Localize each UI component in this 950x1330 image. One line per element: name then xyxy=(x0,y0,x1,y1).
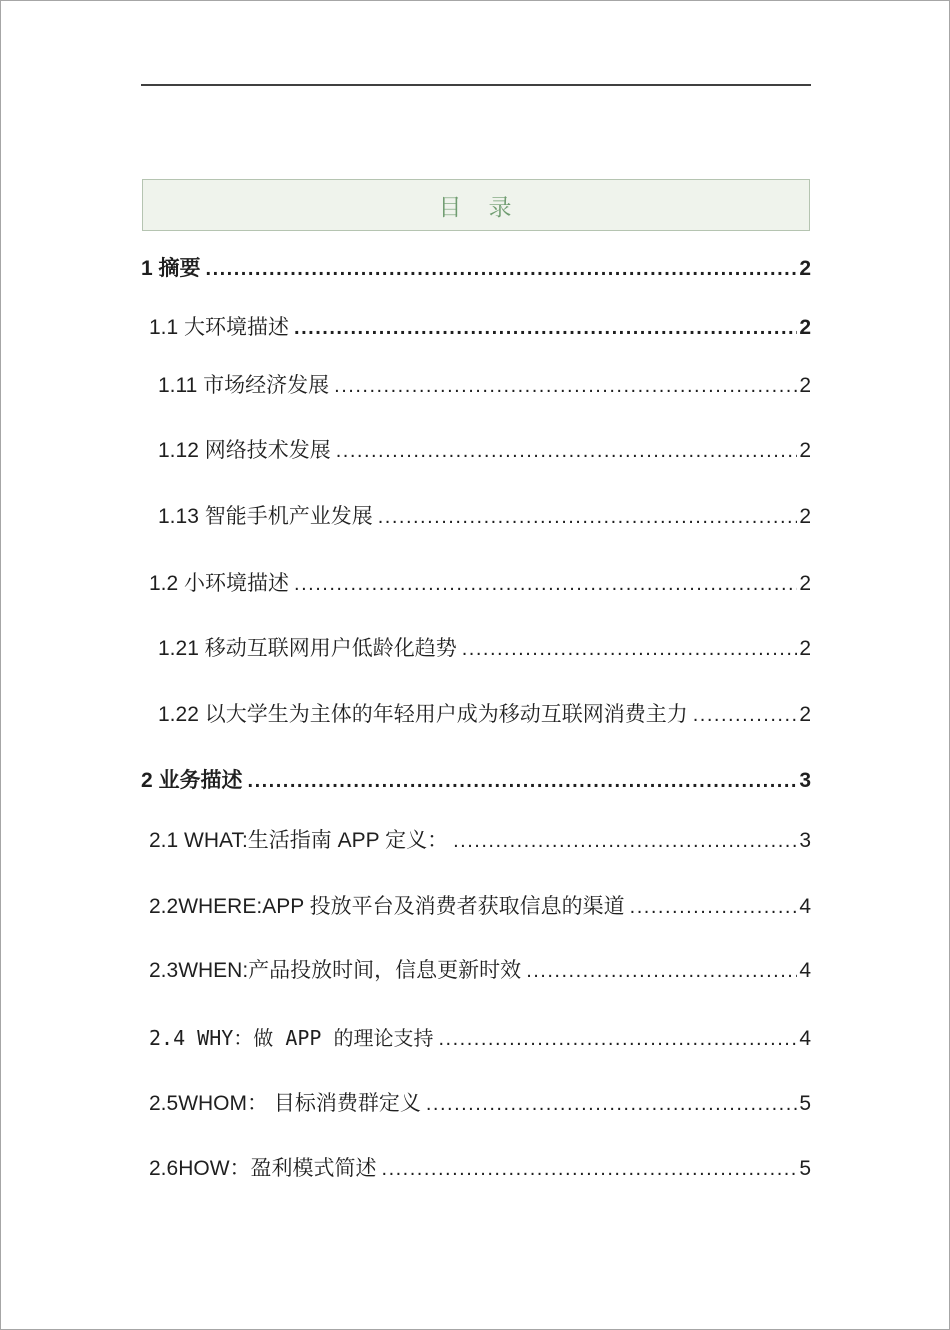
toc-entry-label: 1.2 小环境描述 xyxy=(149,572,290,595)
toc-entry-label: 1.12 网络技术发展 xyxy=(158,439,331,462)
toc-entry-page: 5 xyxy=(799,1092,811,1115)
toc-entry-label: 1.22 以大学生为主体的年轻用户成为移动互联网消费主力 xyxy=(158,703,688,726)
toc-entry-page: 2 xyxy=(799,505,811,528)
toc-entry-label: 2.4 WHY：做 APP 的理论支持 xyxy=(149,1026,434,1050)
toc-entry-page: 4 xyxy=(799,959,811,982)
toc-entry-page: 2 xyxy=(799,703,811,726)
toc-entry-1-13[interactable] xyxy=(158,503,811,531)
toc-entry-1-11[interactable] xyxy=(158,372,811,400)
toc-entry-page: 4 xyxy=(799,1027,811,1050)
toc-entry-1-12[interactable] xyxy=(158,437,811,465)
toc-entry-label: 2.5WHOM： 目标消费群定义 xyxy=(149,1092,421,1115)
toc-entry-label: 2.3WHEN:产品投放时间，信息更新时效 xyxy=(149,959,522,982)
toc-entry-page: 2 xyxy=(799,572,811,595)
toc-entry-label: 1.13 智能手机产业发展 xyxy=(158,505,373,528)
dot-leader xyxy=(294,570,797,598)
toc-entry-page: 3 xyxy=(799,829,811,852)
toc-title: 目 录 xyxy=(438,194,514,221)
toc-entry-2-3[interactable] xyxy=(149,957,811,985)
dot-leader xyxy=(693,701,798,729)
toc-entry-2[interactable] xyxy=(141,767,811,795)
toc-entry-1-22[interactable] xyxy=(158,701,811,729)
toc-entry-label: 2.6HOW：盈利模式简述 xyxy=(149,1157,377,1180)
toc-entry-page: 2 xyxy=(799,316,811,339)
dot-leader xyxy=(439,1025,798,1053)
toc-entry-page: 4 xyxy=(799,895,811,918)
header-rule xyxy=(141,84,811,86)
dot-leader xyxy=(382,1155,798,1183)
dot-leader xyxy=(336,437,798,465)
toc-entry-label: 2.2WHERE:APP 投放平台及消费者获取信息的渠道 xyxy=(149,895,625,918)
dot-leader xyxy=(334,372,797,400)
toc-entry-page: 2 xyxy=(799,374,811,397)
toc-entry-page: 5 xyxy=(799,1157,811,1180)
toc-entry-label: 1.21 移动互联网用户低龄化趋势 xyxy=(158,637,457,660)
dot-leader xyxy=(378,503,798,531)
toc-title-box xyxy=(142,179,810,231)
dot-leader xyxy=(526,957,797,985)
toc-entry-2-5[interactable] xyxy=(149,1090,811,1118)
toc-entry-1-1[interactable] xyxy=(149,314,811,342)
toc-entry-2-1[interactable] xyxy=(149,827,811,855)
toc-entry-label: 2 业务描述 xyxy=(141,769,243,792)
toc-entry-label: 1.1 大环境描述 xyxy=(149,316,290,339)
toc-entry-label: 1 摘要 xyxy=(141,257,201,280)
toc-entry-2-2[interactable] xyxy=(149,893,811,921)
toc-entry-page: 2 xyxy=(799,439,811,462)
dot-leader xyxy=(630,893,798,921)
dot-leader xyxy=(248,767,798,795)
toc-entry-page: 2 xyxy=(799,637,811,660)
dot-leader xyxy=(206,255,798,283)
dot-leader xyxy=(462,635,798,663)
dot-leader xyxy=(453,827,797,855)
toc-entry-label: 2.1 WHAT:生活指南 APP 定义： xyxy=(149,829,449,852)
toc-entry-2-4[interactable] xyxy=(149,1024,811,1053)
dot-leader xyxy=(426,1090,797,1118)
toc-entry-page: 3 xyxy=(799,769,811,792)
dot-leader xyxy=(294,314,797,342)
toc-entry-2-6[interactable] xyxy=(149,1155,811,1183)
toc-entry-1-21[interactable] xyxy=(158,635,811,663)
toc-entry-label: 1.11 市场经济发展 xyxy=(158,374,330,397)
toc-entry-1-2[interactable] xyxy=(149,570,811,598)
toc-entry-page: 2 xyxy=(799,257,811,280)
toc-entry-1[interactable] xyxy=(141,255,811,283)
